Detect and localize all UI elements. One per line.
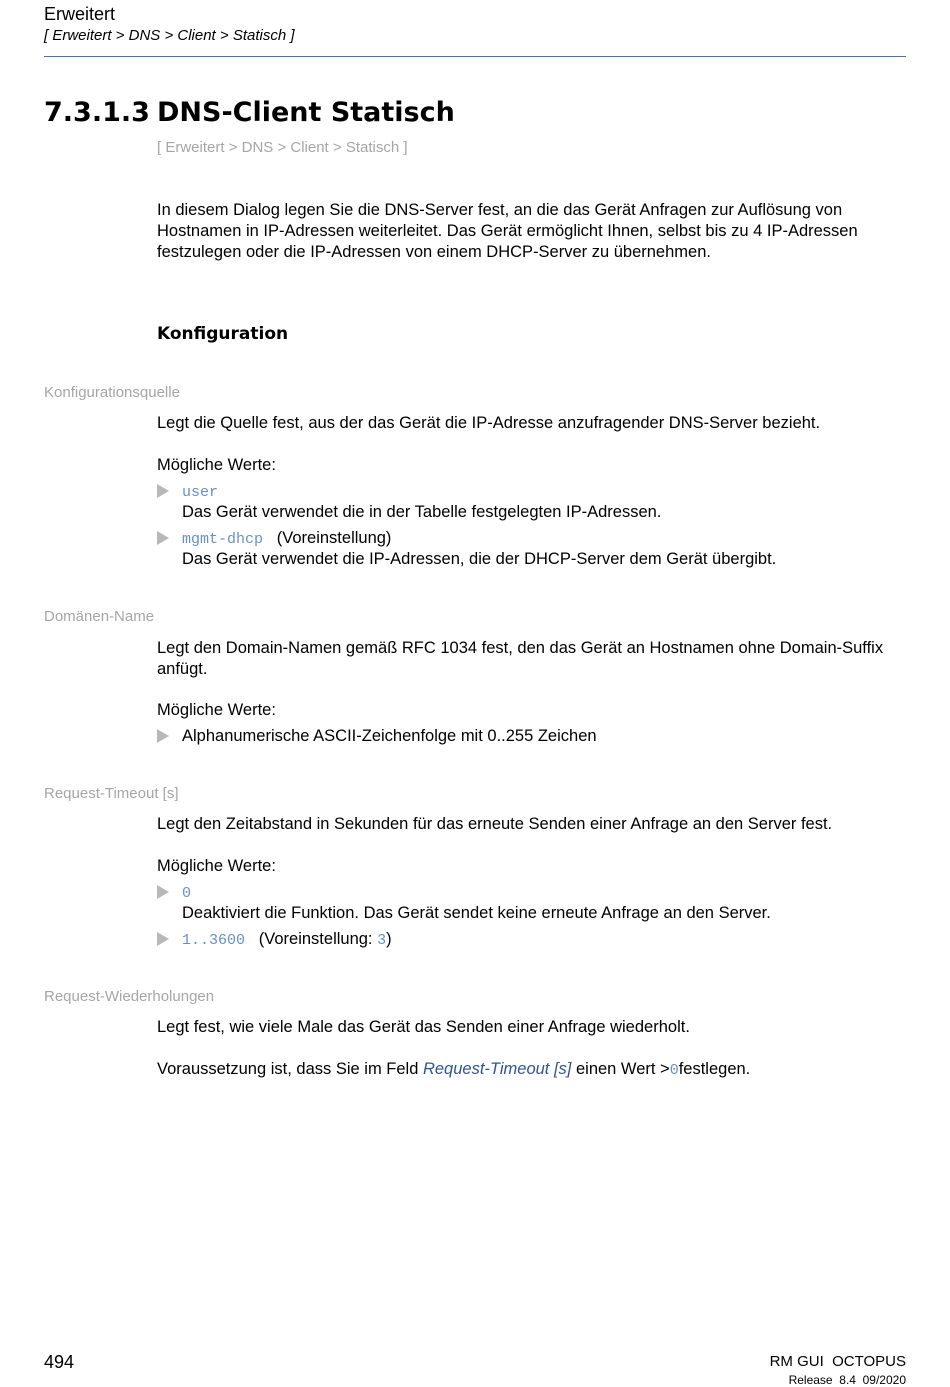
intro-paragraph: In diesem Dialog legen Sie die DNS-Server fest, an die das Gerät Anfragen zur Auflösung von Hostnamen in IP-Adressen weiterleitet. Das Gerät ermöglicht Ihnen, selbst bis zu 4 IP-Adressen festzulegen oder die IP-Adressen von einem DHCP-Server zu übernehmen. [157, 201, 858, 261]
param-desc-source: Legt die Quelle fest, aus der das Gerät die IP-Adresse anzufragender DNS-Server bezieht. [157, 414, 821, 432]
section-breadcrumb: [ Erweitert > DNS > Client > Statisch ] [157, 139, 408, 156]
subheading-konfiguration: Konfiguration [157, 324, 289, 344]
footer-release: Release 8.4 09/2020 [788, 1373, 906, 1387]
values-label: Mögliche Werte: [157, 857, 276, 875]
param-desc-domain-line1: Legt den Domain-Namen gemäß RFC 1034 fest, den das Gerät an Hostnamen ohne Domain-Suffix [157, 639, 884, 657]
param-desc-domain-line2: anfügt. [157, 660, 208, 678]
option-description: Deaktiviert die Funktion. Das Gerät sendet keine erneute Anfrage an den Server. [182, 904, 771, 922]
footer-document-title: RM GUI OCTOPUS [769, 1353, 906, 1370]
option-code: 1..3600 (Voreinstellung: 3) [182, 930, 392, 949]
param-requirement: Voraussetzung ist, dass Sie im Feld Request-Timeout [s] einen Wert >0festlegen. [157, 1060, 751, 1079]
section-title: DNS-Client Statisch [157, 97, 455, 128]
option-code: user [182, 484, 219, 501]
values-label: Mögliche Werte: [157, 456, 276, 474]
option-description: Das Gerät verwendet die in der Tabelle festgelegten IP-Adressen. [182, 503, 662, 521]
values-label: Mögliche Werte: [157, 701, 276, 719]
option-code: mgmt-dhcp (Voreinstellung) [182, 529, 392, 548]
option-description: Das Gerät verwendet die IP-Adressen, die der DHCP-Server dem Gerät übergibt. [182, 550, 777, 568]
param-desc-retries: Legt fest, wie viele Male das Gerät das Senden einer Anfrage wiederholt. [157, 1018, 690, 1036]
section-number: 7.3.1.3 [44, 97, 150, 128]
header-divider [44, 56, 906, 57]
option-code: 0 [182, 885, 192, 902]
bullet-triangle-icon [157, 484, 169, 503]
request-timeout-link[interactable]: Request-Timeout [s] [422, 1060, 572, 1078]
running-header-breadcrumb: [ Erweitert > DNS > Client > Statisch ] [44, 27, 295, 44]
page-number: 494 [44, 1352, 75, 1372]
bullet-triangle-icon [157, 729, 169, 748]
bullet-triangle-icon [157, 932, 169, 951]
param-label-domain: Domänen-Name [44, 608, 155, 625]
param-label-timeout: Request-Timeout [s] [44, 785, 179, 802]
param-label-retries: Request-Wiederholungen [44, 988, 215, 1005]
running-header-title: Erweitert [44, 4, 116, 24]
param-desc-timeout: Legt den Zeitabstand in Sekunden für das erneute Senden einer Anfrage an den Server fest. [157, 815, 833, 833]
param-label-source: Konfigurationsquelle [44, 384, 180, 401]
bullet-triangle-icon [157, 531, 169, 550]
option-description: Alphanumerische ASCII-Zeichenfolge mit 0..255 Zeichen [182, 727, 597, 745]
bullet-triangle-icon [157, 885, 169, 904]
